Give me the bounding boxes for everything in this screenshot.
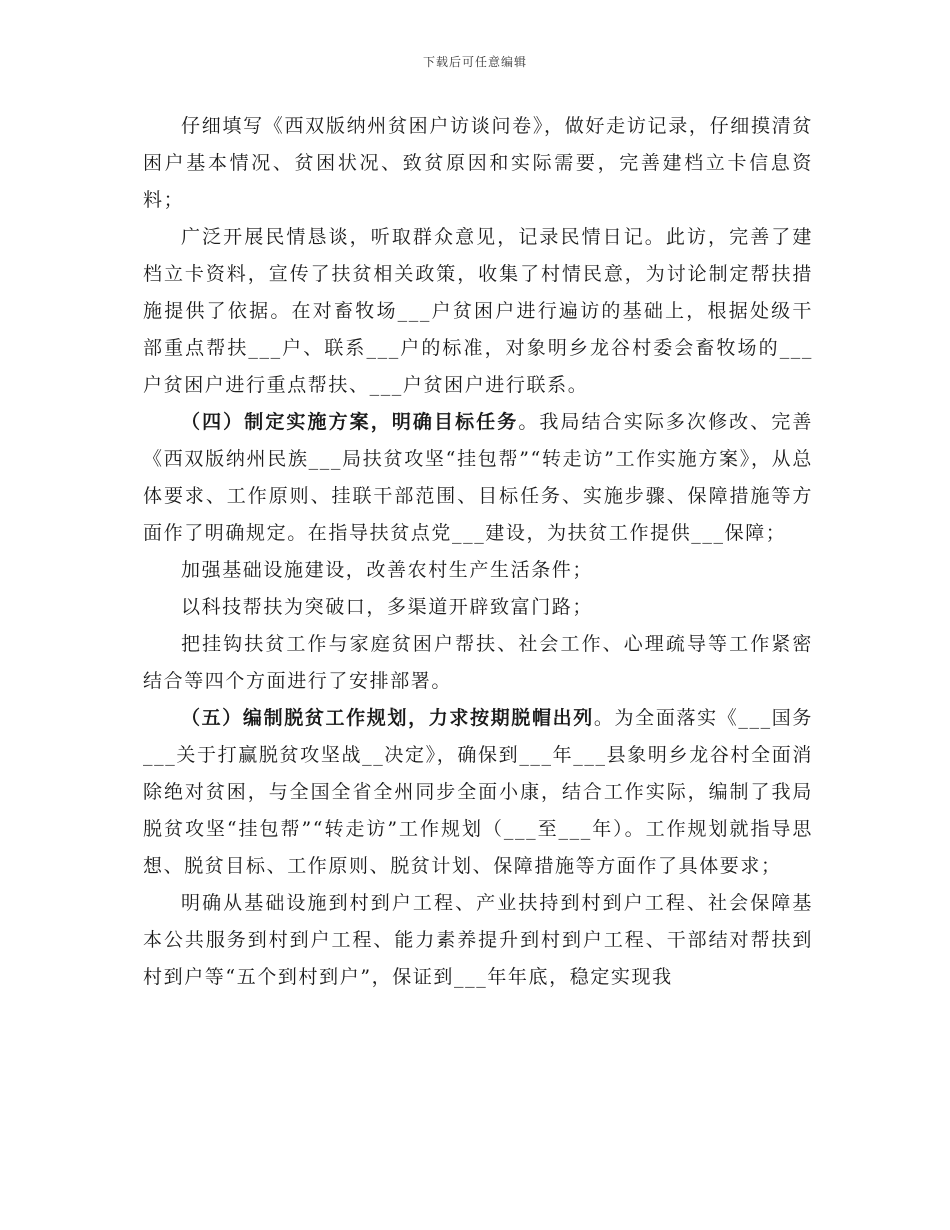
- paragraph-text: 仔细填写《西双版纳州贫困户访谈问卷》，做好走访记录，仔细摸清贫困户基本情况、贫困状况、致贫原因和实际需要，完善建档立卡信息资料；: [143, 115, 813, 211]
- paragraph-text: 广泛开展民情恳谈，听取群众意见，记录民情日记。此访，完善了建档立卡资料，宣传了扶贫相关政策，收集了村情民意，为讨论制定帮扶措施提供了依据。在对畜牧场___户贫困户进行遍访的基础上，根据处级干部重点帮扶___户、联系___户的标准，对象明乡龙谷村委会畜牧场的___户贫困户进行重点帮扶、___户贫困户进行联系。: [143, 226, 813, 396]
- paragraph: [143, 626, 813, 700]
- paragraph-text: 加强基础设施建设，改善农村生产生活条件；: [181, 559, 594, 581]
- section-heading: （五）编制脱贫工作规划，力求按期脱帽出列: [181, 707, 594, 729]
- paragraph: [143, 404, 813, 552]
- paragraph-text: 以科技帮扶为突破口，多渠道开辟致富门路；: [181, 596, 594, 618]
- paragraph: [143, 589, 813, 626]
- paragraph-text: 把挂钩扶贫工作与家庭贫困户帮扶、社会工作、心理疏导等工作紧密结合等四个方面进行了安排部署。: [143, 633, 813, 692]
- paragraph: [143, 700, 813, 885]
- paragraph: [143, 108, 813, 219]
- paragraph: [143, 219, 813, 404]
- paragraph: [143, 885, 813, 996]
- section-heading: （四）制定实施方案，明确目标任务: [181, 411, 519, 433]
- paragraph-text: 。我局结合实际多次修改、完善《西双版纳州民族___局扶贫攻坚“挂包帮”“转走访”工作实施方案》，从总体要求、工作原则、挂联干部范围、目标任务、实施步骤、保障措施等方面作了明确规定。在指导扶贫点党___建设，为扶贫工作提供___保障；: [143, 411, 813, 544]
- paragraph: [143, 552, 813, 589]
- document-body: [143, 108, 813, 996]
- paragraph-text: 。为全面落实《___国务___关于打赢脱贫攻坚战__决定》，确保到___年___县象明乡龙谷村全面消除绝对贫困，与全国全省全州同步全面小康，结合工作实际，编制了我局脱贫攻坚“挂包帮”“转走访”工作规划（___至___年）。工作规划就指导思想、脱贫目标、工作原则、脱贫计划、保障措施等方面作了具体要求；: [143, 707, 813, 877]
- paragraph-text: 明确从基础设施到村到户工程、产业扶持到村到户工程、社会保障基本公共服务到村到户工程、能力素养提升到村到户工程、干部结对帮扶到村到户等“五个到村到户”，保证到___年年底，稳定实现我: [143, 892, 813, 988]
- page-header-note: 下载后可任意编辑: [422, 55, 527, 69]
